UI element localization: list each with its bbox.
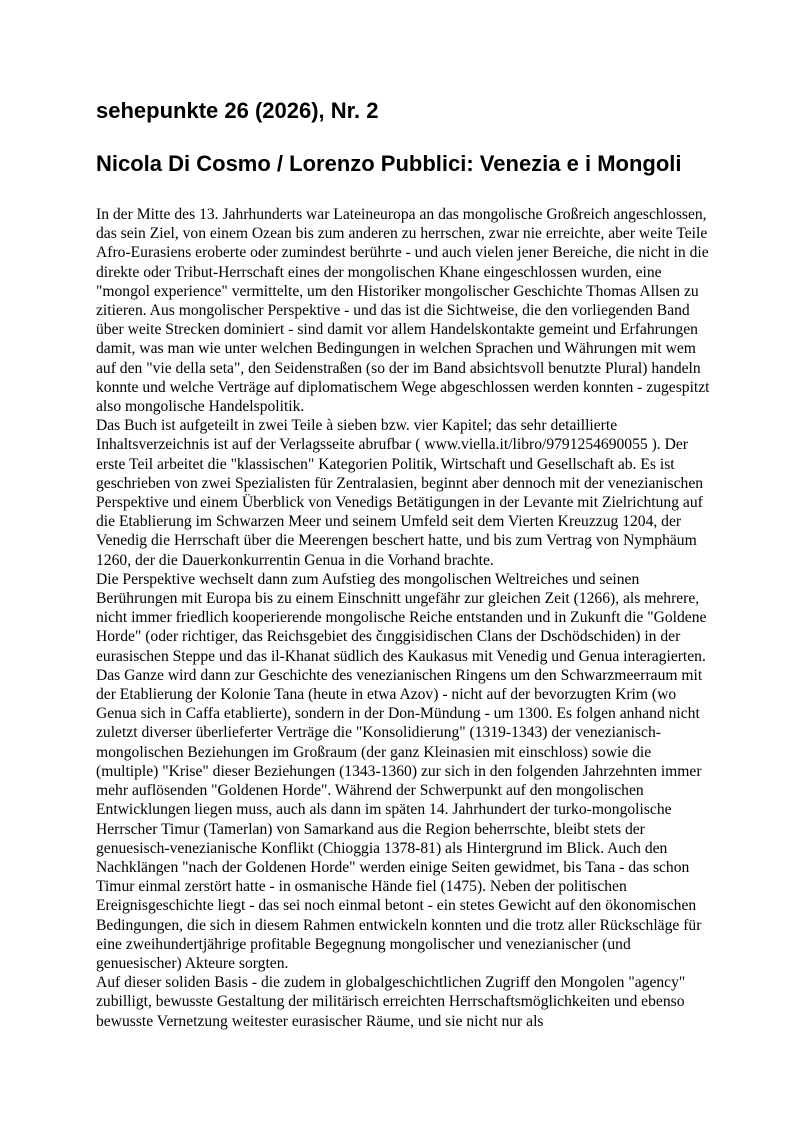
paragraph: In der Mitte des 13. Jahrhunderts war Lateineuropa an das mongolische Großreich angeschlossen, das sein Ziel, von einem Ozean bis zum anderen zu herrschen, zwar nie erreichte, aber weite Teile Afro-Eurasiens eroberte oder zumindest berührte - und auch vielen jener Bereiche, die nicht in die direkte oder Tribut-Herrschaft eines der mongolischen Khane eingeschlossen wurden, eine "mongol experience" vermittelte, um den Historiker mongolischer Geschichte Thomas Allsen zu zitieren. Aus mongolischer Perspektive - und das ist die Sichtweise, die den vorliegenden Band über weite Strecken dominiert - sind damit vor allem Handelskontakte gemeint und Erfahrungen damit, was man wie unter welchen Bedingungen in welchen Sprachen und Währungen mit wem auf den "vie della seta", den Seidenstraßen (so der im Band absichtsvoll benutzte Plural) handeln konnte und welche Verträge auf diplomatischem Wege abgeschlossen werden konnten - zugespitzt also mongolische Handelspolitik. xyxy=(96,206,710,416)
review-body xyxy=(96,205,712,1031)
paragraph: Das Buch ist aufgeteilt in zwei Teile à sieben bzw. vier Kapitel; das sehr detaillierte Inhaltsverzeichnis ist auf der Verlagsseite abrufbar ( www.viella.it/libro/9791254690055 ). Der erste Teil arbeitet die "klassischen" Kategorien Politik, Wirtschaft und Gesellschaft ab. Es ist geschrieben von zwei Spezialisten für Zentralasien, beginnt aber dennoch mit der venezianischen Perspektive und einem Überblick von Venedigs Betätigungen in der Levante mit Zielrichtung auf die Etablierung im Schwarzen Meer und seinem Umfeld seit dem Vierten Kreuzzug 1204, der Venedig die Herrschaft über die Meerengen beschert hatte, und bis zum Vertrag von Nymphäum 1260, der die Dauerkonkurrentin Genua in die Vorhand brachte. xyxy=(96,417,704,569)
paragraph: Auf dieser soliden Basis - die zudem in globalgeschichtlichen Zugriff den Mongolen "agency" zubilligt, bewusste Gestaltung der militärisch erreichten Herrschaftsmöglichkeiten und ebenso bewusste Vernetzung weitester eurasischer Räume, und sie nicht nur als xyxy=(96,974,686,1030)
paragraph: Das Ganze wird dann zur Geschichte des venezianischen Ringens um den Schwarzmeerraum mit der Etablierung der Kolonie Tana (heute in etwa Azov) - nicht auf der bevorzugten Krim (wo Genua sich in Caffa etablierte), sondern in der Don-Mündung - um 1300. Es folgen anhand nicht zuletzt diverser überlieferter Verträge die "Konsolidierung" (1319-1343) der venezianisch-mongolischen Beziehungen im Großraum (der ganz Kleinasien mit einschloss) sowie die (multiple) "Krise" dieser Beziehungen (1343-1360) zur sich in den folgenden Jahrzehnten immer mehr auflösenden "Goldenen Horde". Während der Schwerpunkt auf den mongolischen Entwicklungen liegen muss, auch als dann im späten 14. Jahrhundert der turko-mongolische Herrscher Timur (Tamerlan) von Samarkand aus die Region beherrschte, bleibt stets der genuesisch-venezianische Konflikt (Chioggia 1378-81) als Hintergrund im Blick. Auch den Nachklängen "nach der Goldenen Horde" werden einige Seiten gewidmet, bis Tana - das schon Timur einmal zerstört hatte - in osmanische Hände fiel (1475). Neben der politischen Ereignisgeschichte liegt - das sei noch einmal betont - ein stetes Gewicht auf den ökonomischen Bedingungen, die sich in diesem Rahmen entwickeln konnten und die trotz aller Rückschläge für eine zweihundertjährige profitable Begegnung mongolischer und venezianischer (und genuesischer) Akteure sorgten. xyxy=(96,666,703,972)
issue-heading: sehepunkte 26 (2026), Nr. 2 xyxy=(96,98,379,123)
review-title: Nicola Di Cosmo / Lorenzo Pubblici: Venezia e i Mongoli xyxy=(96,151,682,176)
paragraph: Die Perspektive wechselt dann zum Aufstieg des mongolischen Weltreiches und seinen Berührungen mit Europa bis zu einem Einschnitt ungefähr zur gleichen Zeit (1266), als mehrere, nicht immer friedlich kooperierende mongolische Reiche entstanden und in Zukunft die "Goldene Horde" (oder richtiger, das Reichsgebiet des čınggisidischen Clans der Dschödschiden) in der eurasischen Steppe und das il-Khanat südlich des Kaukasus mit Venedig und Genua interagierten. xyxy=(96,570,707,665)
